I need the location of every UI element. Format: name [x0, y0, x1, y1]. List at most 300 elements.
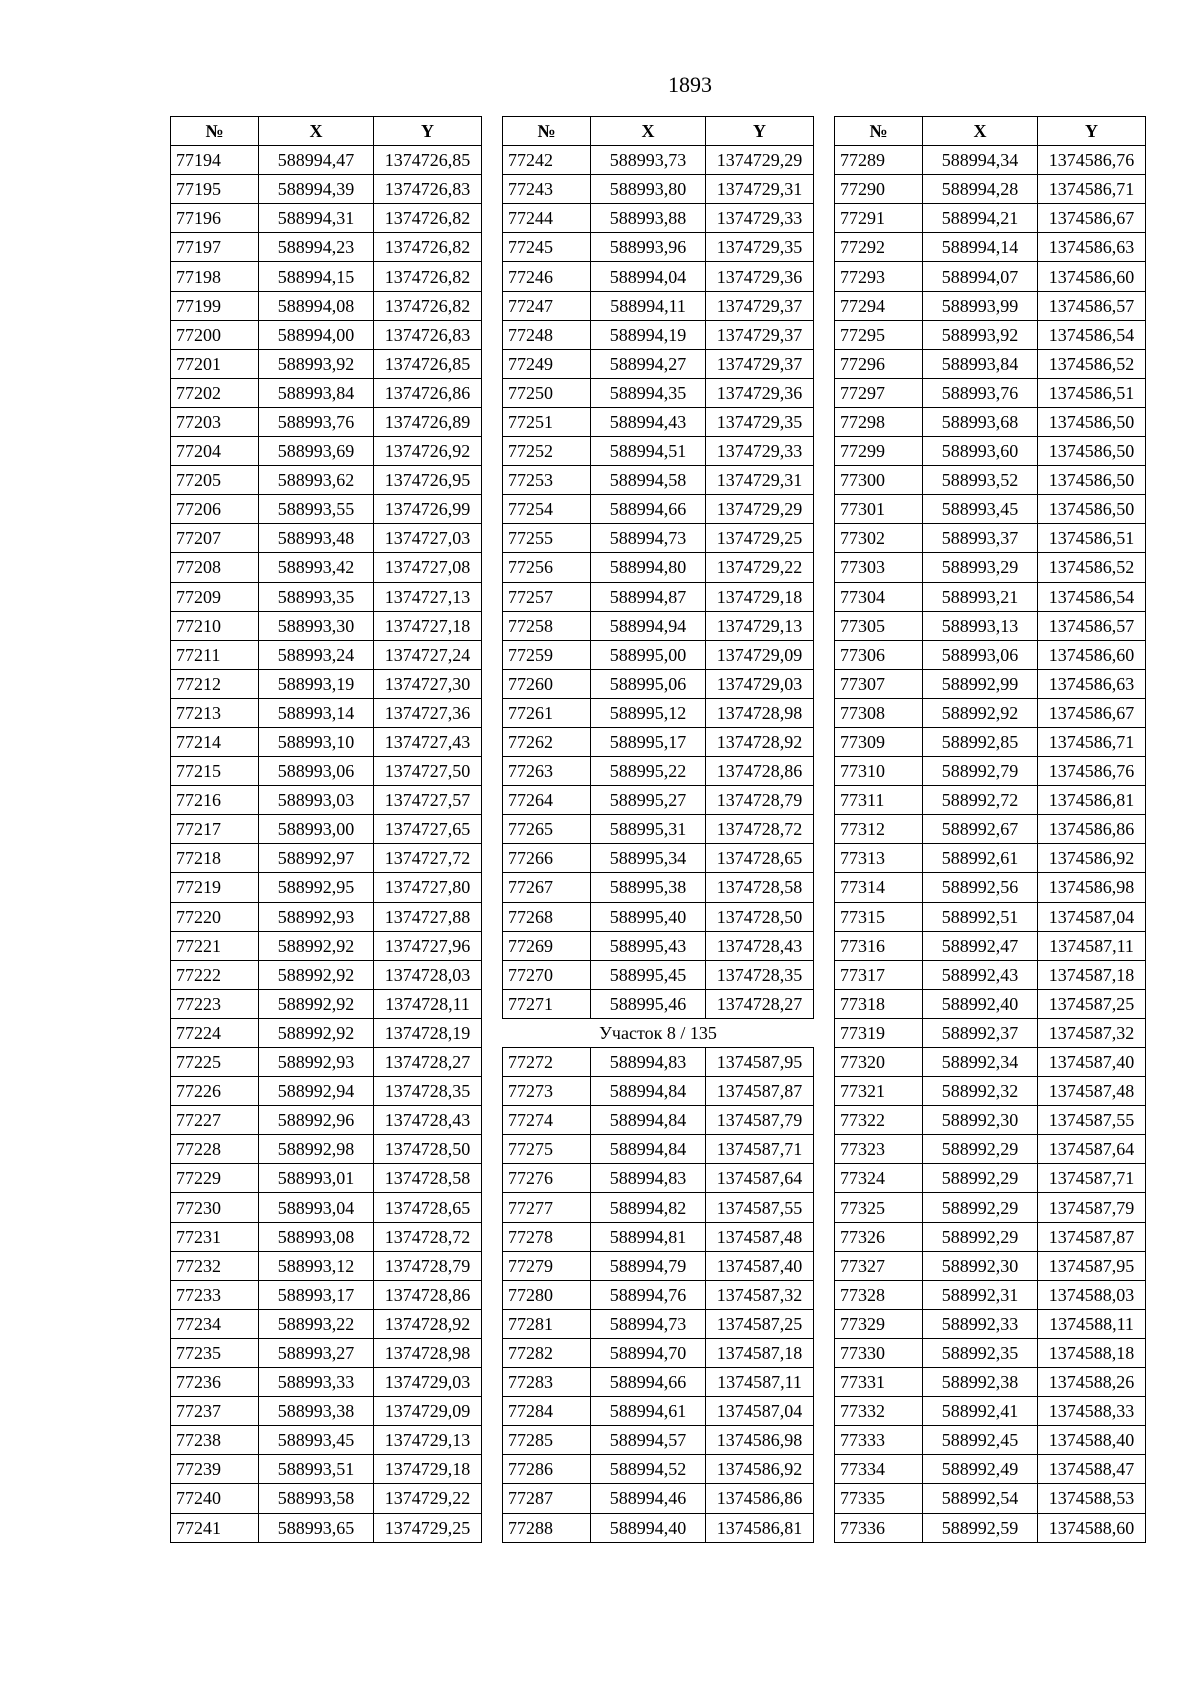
coord-y: 1374728,11: [374, 989, 482, 1018]
point-number: 77291: [835, 204, 923, 233]
point-number: 77269: [503, 931, 591, 960]
table-row: [835, 233, 1146, 262]
table-row: [835, 815, 1146, 844]
coord-y: 1374726,82: [374, 204, 482, 233]
coord-x: 588993,55: [259, 495, 374, 524]
coord-x: 588993,12: [259, 1251, 374, 1280]
table-row: [171, 698, 482, 727]
coord-y: 1374586,67: [1038, 698, 1146, 727]
point-number: 77306: [835, 640, 923, 669]
point-number: 77316: [835, 931, 923, 960]
coord-x: 588992,37: [923, 1018, 1038, 1047]
coord-y: 1374588,03: [1038, 1280, 1146, 1309]
point-number: 77244: [503, 204, 591, 233]
table-row: [171, 873, 482, 902]
point-number: 77214: [171, 727, 259, 756]
table-row: [171, 1222, 482, 1251]
coord-y: 1374587,71: [706, 1135, 814, 1164]
coord-y: 1374588,18: [1038, 1338, 1146, 1367]
coord-x: 588994,83: [591, 1164, 706, 1193]
table-row: [171, 1280, 482, 1309]
table-row: [835, 1048, 1146, 1077]
table-header-row: [171, 117, 482, 146]
table-row: [503, 466, 814, 495]
coord-x: 588994,23: [259, 233, 374, 262]
table-row: [503, 1222, 814, 1251]
point-number: 77257: [503, 582, 591, 611]
point-number: 77218: [171, 844, 259, 873]
coord-y: 1374588,11: [1038, 1309, 1146, 1338]
coord-x: 588994,14: [923, 233, 1038, 262]
point-number: 77329: [835, 1309, 923, 1338]
header-x: X: [923, 117, 1038, 146]
coord-y: 1374588,60: [1038, 1513, 1146, 1542]
coord-x: 588992,99: [923, 669, 1038, 698]
point-number: 77274: [503, 1106, 591, 1135]
table-row: [835, 989, 1146, 1018]
coord-x: 588995,43: [591, 931, 706, 960]
coord-x: 588992,72: [923, 786, 1038, 815]
coord-y: 1374587,40: [706, 1251, 814, 1280]
point-number: 77273: [503, 1077, 591, 1106]
point-number: 77258: [503, 611, 591, 640]
coord-y: 1374727,50: [374, 757, 482, 786]
coord-y: 1374586,57: [1038, 291, 1146, 320]
coord-y: 1374586,81: [706, 1513, 814, 1542]
table-row: [503, 1280, 814, 1309]
table-row: [171, 757, 482, 786]
coord-x: 588992,30: [923, 1251, 1038, 1280]
coord-y: 1374586,60: [1038, 640, 1146, 669]
coord-y: 1374727,36: [374, 698, 482, 727]
table-row: [171, 553, 482, 582]
coord-x: 588994,76: [591, 1280, 706, 1309]
coord-x: 588994,61: [591, 1397, 706, 1426]
coord-y: 1374729,36: [706, 378, 814, 407]
coord-x: 588993,45: [259, 1426, 374, 1455]
table-row: [503, 437, 814, 466]
point-number: 77205: [171, 466, 259, 495]
point-number: 77199: [171, 291, 259, 320]
point-number: 77327: [835, 1251, 923, 1280]
table-row: [835, 1426, 1146, 1455]
table-row: [171, 1193, 482, 1222]
coord-y: 1374588,40: [1038, 1426, 1146, 1455]
point-number: 77307: [835, 669, 923, 698]
coord-y: 1374586,92: [706, 1455, 814, 1484]
coord-y: 1374726,89: [374, 407, 482, 436]
coord-x: 588994,00: [259, 320, 374, 349]
coord-y: 1374729,37: [706, 349, 814, 378]
coord-x: 588993,37: [923, 524, 1038, 553]
coord-x: 588993,84: [923, 349, 1038, 378]
coord-y: 1374586,51: [1038, 378, 1146, 407]
table-row: [171, 727, 482, 756]
coord-x: 588992,79: [923, 757, 1038, 786]
coordinate-table-right: [834, 116, 1146, 1543]
coord-x: 588993,08: [259, 1222, 374, 1251]
table-row: [503, 320, 814, 349]
point-number: 77303: [835, 553, 923, 582]
point-number: 77302: [835, 524, 923, 553]
point-number: 77252: [503, 437, 591, 466]
point-number: 77281: [503, 1309, 591, 1338]
coord-y: 1374728,92: [706, 727, 814, 756]
point-number: 77238: [171, 1426, 259, 1455]
point-number: 77203: [171, 407, 259, 436]
point-number: 77250: [503, 378, 591, 407]
coord-y: 1374728,79: [374, 1251, 482, 1280]
table-row: [503, 1251, 814, 1280]
point-number: 77312: [835, 815, 923, 844]
coord-x: 588993,03: [259, 786, 374, 815]
point-number: 77231: [171, 1222, 259, 1251]
coord-x: 588994,34: [923, 146, 1038, 175]
coord-y: 1374729,18: [374, 1455, 482, 1484]
point-number: 77334: [835, 1455, 923, 1484]
table-row: [835, 727, 1146, 756]
coord-y: 1374728,58: [374, 1164, 482, 1193]
point-number: 77206: [171, 495, 259, 524]
point-number: 77216: [171, 786, 259, 815]
coord-y: 1374729,35: [706, 407, 814, 436]
table-row: [503, 1455, 814, 1484]
coord-y: 1374728,50: [374, 1135, 482, 1164]
coord-x: 588993,24: [259, 640, 374, 669]
coord-y: 1374729,37: [706, 291, 814, 320]
point-number: 77290: [835, 175, 923, 204]
coord-x: 588994,28: [923, 175, 1038, 204]
point-number: 77276: [503, 1164, 591, 1193]
table-row: [171, 1135, 482, 1164]
coord-x: 588993,33: [259, 1368, 374, 1397]
point-number: 77212: [171, 669, 259, 698]
header-number: №: [835, 117, 923, 146]
table-row: [503, 611, 814, 640]
point-number: 77324: [835, 1164, 923, 1193]
table-row: [503, 786, 814, 815]
coord-y: 1374586,86: [1038, 815, 1146, 844]
coord-x: 588994,57: [591, 1426, 706, 1455]
table-row: [835, 1106, 1146, 1135]
point-number: 77305: [835, 611, 923, 640]
point-number: 77267: [503, 873, 591, 902]
coord-y: 1374587,40: [1038, 1048, 1146, 1077]
coord-y: 1374587,48: [1038, 1077, 1146, 1106]
point-number: 77217: [171, 815, 259, 844]
point-number: 77321: [835, 1077, 923, 1106]
coord-y: 1374586,98: [1038, 873, 1146, 902]
table-row: [835, 437, 1146, 466]
table-row: [835, 349, 1146, 378]
point-number: 77289: [835, 146, 923, 175]
table-row: [503, 1368, 814, 1397]
coord-x: 588993,38: [259, 1397, 374, 1426]
coord-y: 1374728,03: [374, 960, 482, 989]
point-number: 77330: [835, 1338, 923, 1367]
coord-x: 588993,52: [923, 466, 1038, 495]
table-row: [171, 902, 482, 931]
coord-x: 588994,84: [591, 1077, 706, 1106]
point-number: 77232: [171, 1251, 259, 1280]
coord-y: 1374726,82: [374, 262, 482, 291]
coord-x: 588994,46: [591, 1484, 706, 1513]
coord-x: 588992,32: [923, 1077, 1038, 1106]
table-row: [835, 553, 1146, 582]
coord-y: 1374726,95: [374, 466, 482, 495]
coordinate-table-middle: [502, 116, 814, 1543]
coord-x: 588993,88: [591, 204, 706, 233]
table-row: [171, 582, 482, 611]
coord-y: 1374726,85: [374, 349, 482, 378]
table-row: [171, 1513, 482, 1542]
point-number: 77237: [171, 1397, 259, 1426]
point-number: 77331: [835, 1368, 923, 1397]
point-number: 77225: [171, 1048, 259, 1077]
point-number: 77260: [503, 669, 591, 698]
table-row: [835, 669, 1146, 698]
coord-x: 588993,76: [259, 407, 374, 436]
coord-x: 588993,92: [259, 349, 374, 378]
table-header-row: [503, 117, 814, 146]
coord-y: 1374729,25: [374, 1513, 482, 1542]
coord-x: 588993,45: [923, 495, 1038, 524]
coord-y: 1374729,29: [706, 495, 814, 524]
point-number: 77261: [503, 698, 591, 727]
coord-y: 1374729,18: [706, 582, 814, 611]
coord-x: 588992,35: [923, 1338, 1038, 1367]
table-row: [835, 407, 1146, 436]
point-number: 77245: [503, 233, 591, 262]
coord-x: 588994,08: [259, 291, 374, 320]
table-row: [835, 873, 1146, 902]
section-row: [503, 1018, 814, 1047]
coord-y: 1374587,04: [1038, 902, 1146, 931]
coord-y: 1374728,35: [706, 960, 814, 989]
table-row: [503, 640, 814, 669]
table-row: [835, 640, 1146, 669]
table-row: [171, 1455, 482, 1484]
table-row: [171, 466, 482, 495]
header-number: №: [171, 117, 259, 146]
coord-y: 1374587,32: [706, 1280, 814, 1309]
point-number: 77297: [835, 378, 923, 407]
coord-x: 588993,65: [259, 1513, 374, 1542]
table-row: [835, 1018, 1146, 1047]
point-number: 77266: [503, 844, 591, 873]
header-number: №: [503, 117, 591, 146]
coord-y: 1374586,52: [1038, 553, 1146, 582]
coord-x: 588995,22: [591, 757, 706, 786]
coord-y: 1374728,65: [374, 1193, 482, 1222]
coord-x: 588994,04: [591, 262, 706, 291]
coord-x: 588992,29: [923, 1164, 1038, 1193]
coord-x: 588993,48: [259, 524, 374, 553]
table-row: [171, 1106, 482, 1135]
page-number: 1893: [668, 72, 712, 97]
coord-x: 588993,21: [923, 582, 1038, 611]
point-number: 77336: [835, 1513, 923, 1542]
table-row: [503, 524, 814, 553]
coord-x: 588992,30: [923, 1106, 1038, 1135]
coord-y: 1374727,96: [374, 931, 482, 960]
point-number: 77310: [835, 757, 923, 786]
coord-x: 588995,38: [591, 873, 706, 902]
coord-x: 588995,40: [591, 902, 706, 931]
table-row: [835, 960, 1146, 989]
coord-y: 1374587,04: [706, 1397, 814, 1426]
coord-y: 1374587,48: [706, 1222, 814, 1251]
point-number: 77239: [171, 1455, 259, 1484]
coord-x: 588992,93: [259, 1048, 374, 1077]
coord-y: 1374586,63: [1038, 233, 1146, 262]
coord-y: 1374586,67: [1038, 204, 1146, 233]
coord-x: 588993,68: [923, 407, 1038, 436]
point-number: 77304: [835, 582, 923, 611]
coord-y: 1374727,72: [374, 844, 482, 873]
coord-x: 588993,06: [259, 757, 374, 786]
coord-x: 588994,66: [591, 495, 706, 524]
table-row: [171, 175, 482, 204]
point-number: 77240: [171, 1484, 259, 1513]
point-number: 77285: [503, 1426, 591, 1455]
table-row: [171, 815, 482, 844]
table-row: [171, 407, 482, 436]
table-row: [503, 698, 814, 727]
coord-x: 588993,62: [259, 466, 374, 495]
point-number: 77294: [835, 291, 923, 320]
point-number: 77287: [503, 1484, 591, 1513]
point-number: 77328: [835, 1280, 923, 1309]
point-number: 77279: [503, 1251, 591, 1280]
table-row: [835, 175, 1146, 204]
table-row: [503, 669, 814, 698]
coord-y: 1374727,03: [374, 524, 482, 553]
point-number: 77254: [503, 495, 591, 524]
point-number: 77194: [171, 146, 259, 175]
table-row: [503, 582, 814, 611]
coord-x: 588993,99: [923, 291, 1038, 320]
point-number: 77256: [503, 553, 591, 582]
coord-y: 1374586,50: [1038, 466, 1146, 495]
coord-y: 1374729,33: [706, 437, 814, 466]
coord-x: 588994,94: [591, 611, 706, 640]
coord-x: 588992,67: [923, 815, 1038, 844]
coord-x: 588994,43: [591, 407, 706, 436]
table-row: [171, 611, 482, 640]
point-number: 77288: [503, 1513, 591, 1542]
table-row: [835, 1309, 1146, 1338]
coord-y: 1374588,47: [1038, 1455, 1146, 1484]
table-row: [835, 1368, 1146, 1397]
table-row: [503, 844, 814, 873]
coord-y: 1374586,86: [706, 1484, 814, 1513]
table-row: [835, 1193, 1146, 1222]
coord-x: 588992,34: [923, 1048, 1038, 1077]
point-number: 77308: [835, 698, 923, 727]
table-row: [835, 698, 1146, 727]
coord-y: 1374586,63: [1038, 669, 1146, 698]
coord-x: 588992,85: [923, 727, 1038, 756]
coord-y: 1374726,85: [374, 146, 482, 175]
point-number: 77201: [171, 349, 259, 378]
point-number: 77300: [835, 466, 923, 495]
table-row: [503, 407, 814, 436]
coord-x: 588992,40: [923, 989, 1038, 1018]
point-number: 77235: [171, 1338, 259, 1367]
point-number: 77286: [503, 1455, 591, 1484]
table-row: [503, 1164, 814, 1193]
coord-x: 588993,13: [923, 611, 1038, 640]
point-number: 77236: [171, 1368, 259, 1397]
table-row: [835, 146, 1146, 175]
coord-x: 588995,17: [591, 727, 706, 756]
table-row: [171, 640, 482, 669]
table-row: [503, 349, 814, 378]
coord-x: 588995,34: [591, 844, 706, 873]
coord-y: 1374728,27: [706, 989, 814, 1018]
table-row: [503, 931, 814, 960]
table-row: [503, 1077, 814, 1106]
coord-x: 588993,69: [259, 437, 374, 466]
coord-y: 1374586,71: [1038, 727, 1146, 756]
coord-y: 1374587,64: [706, 1164, 814, 1193]
table-row: [503, 378, 814, 407]
coord-x: 588992,96: [259, 1106, 374, 1135]
coord-y: 1374587,18: [1038, 960, 1146, 989]
table-row: [503, 1426, 814, 1455]
point-number: 77268: [503, 902, 591, 931]
coord-x: 588993,27: [259, 1338, 374, 1367]
coord-x: 588993,10: [259, 727, 374, 756]
table-row: [835, 902, 1146, 931]
table-row: [503, 1484, 814, 1513]
point-number: 77315: [835, 902, 923, 931]
coord-x: 588992,94: [259, 1077, 374, 1106]
coord-y: 1374729,33: [706, 204, 814, 233]
point-number: 77246: [503, 262, 591, 291]
table-row: [171, 320, 482, 349]
table-row: [171, 1368, 482, 1397]
coord-x: 588994,47: [259, 146, 374, 175]
coord-x: 588992,97: [259, 844, 374, 873]
coord-y: 1374587,87: [706, 1077, 814, 1106]
table-row: [835, 757, 1146, 786]
table-row: [835, 320, 1146, 349]
coord-y: 1374586,50: [1038, 407, 1146, 436]
table-row: [503, 1193, 814, 1222]
point-number: 77202: [171, 378, 259, 407]
coord-x: 588994,40: [591, 1513, 706, 1542]
coord-y: 1374727,80: [374, 873, 482, 902]
coord-x: 588992,92: [923, 698, 1038, 727]
coord-y: 1374726,83: [374, 175, 482, 204]
table-row: [171, 524, 482, 553]
point-number: 77215: [171, 757, 259, 786]
point-number: 77230: [171, 1193, 259, 1222]
coord-y: 1374729,36: [706, 262, 814, 291]
table-row: [503, 989, 814, 1018]
coord-x: 588995,45: [591, 960, 706, 989]
coord-x: 588994,66: [591, 1368, 706, 1397]
coord-y: 1374586,51: [1038, 524, 1146, 553]
table-row: [835, 1455, 1146, 1484]
coord-x: 588993,06: [923, 640, 1038, 669]
point-number: 77210: [171, 611, 259, 640]
table-row: [503, 233, 814, 262]
coord-x: 588992,43: [923, 960, 1038, 989]
point-number: 77292: [835, 233, 923, 262]
